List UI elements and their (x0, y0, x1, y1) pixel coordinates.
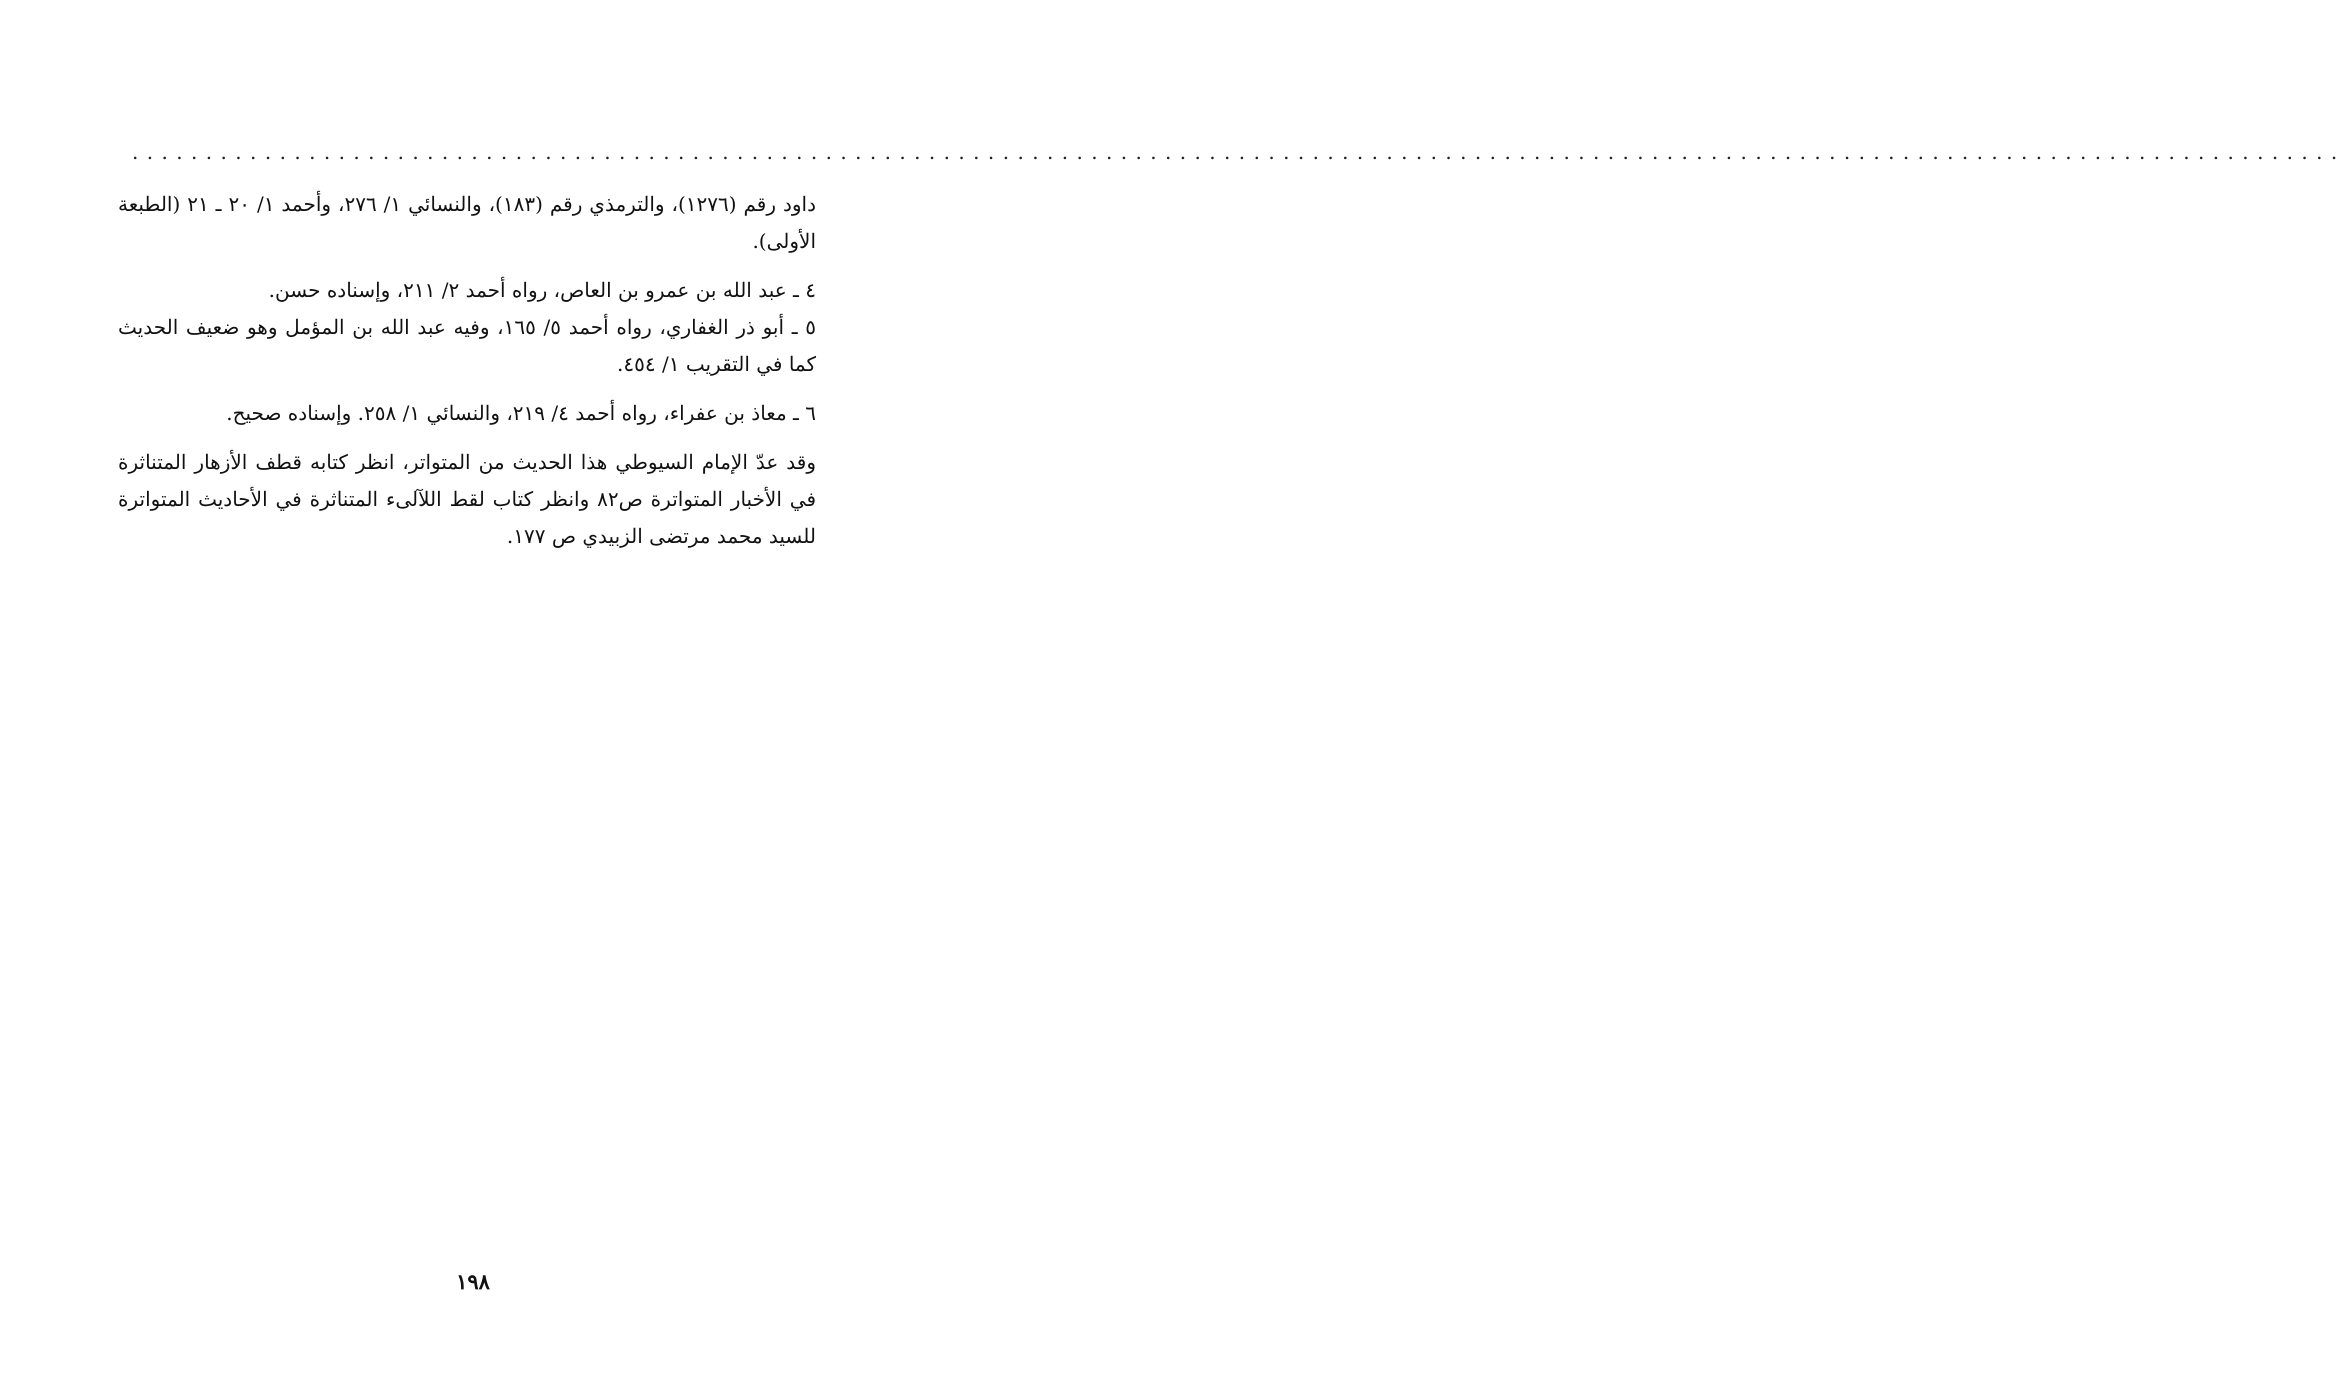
footnote-paragraph: وقد عدّ الإمام السيوطي هذا الحديث من المتواتر، انظر كتابه قطف الأزهار المتناثرة في الأخبار المتواترة ص٨٢ وانظر كتاب لقط اللآلىء المتناثرة في الأحاديث المتواترة للسيد محمد مرتضى الزبيدي ص ١٧٧. (118, 450, 817, 548)
footnote-paragraph: ٦ ـ معاذ بن عفراء، رواه أحمد ٤/ ٢١٩، والنسائي ١/ ٢٥٨. وإسناده صحيح. (226, 401, 816, 425)
footnote-paragraph: داود رقم (١٢٧٦)، والترمذي رقم (١٨٣)، والنسائي ١/ ٢٧٦، وأحمد ١/ ٢٠ ـ ٢١ (الطبعة الأولى). (118, 192, 817, 253)
footnote-text (118, 186, 816, 555)
footnote-paragraph: ٥ ـ أبو ذر الغفاري، رواه أحمد ٥/ ١٦٥، وفيه عبد الله بن المؤمل وهو ضعيف الحديث كما في التقريب ١/ ٤٥٤. (118, 315, 816, 376)
footnote-paragraph: ٤ ـ عبد الله بن عمرو بن العاص، رواه أحمد ٢/ ٢١١، وإسناده حسن. (268, 278, 816, 302)
page-number: ١٩٨ (456, 1269, 490, 1294)
footnote-separator: ...................................................................................................................................................... (132, 140, 2346, 164)
